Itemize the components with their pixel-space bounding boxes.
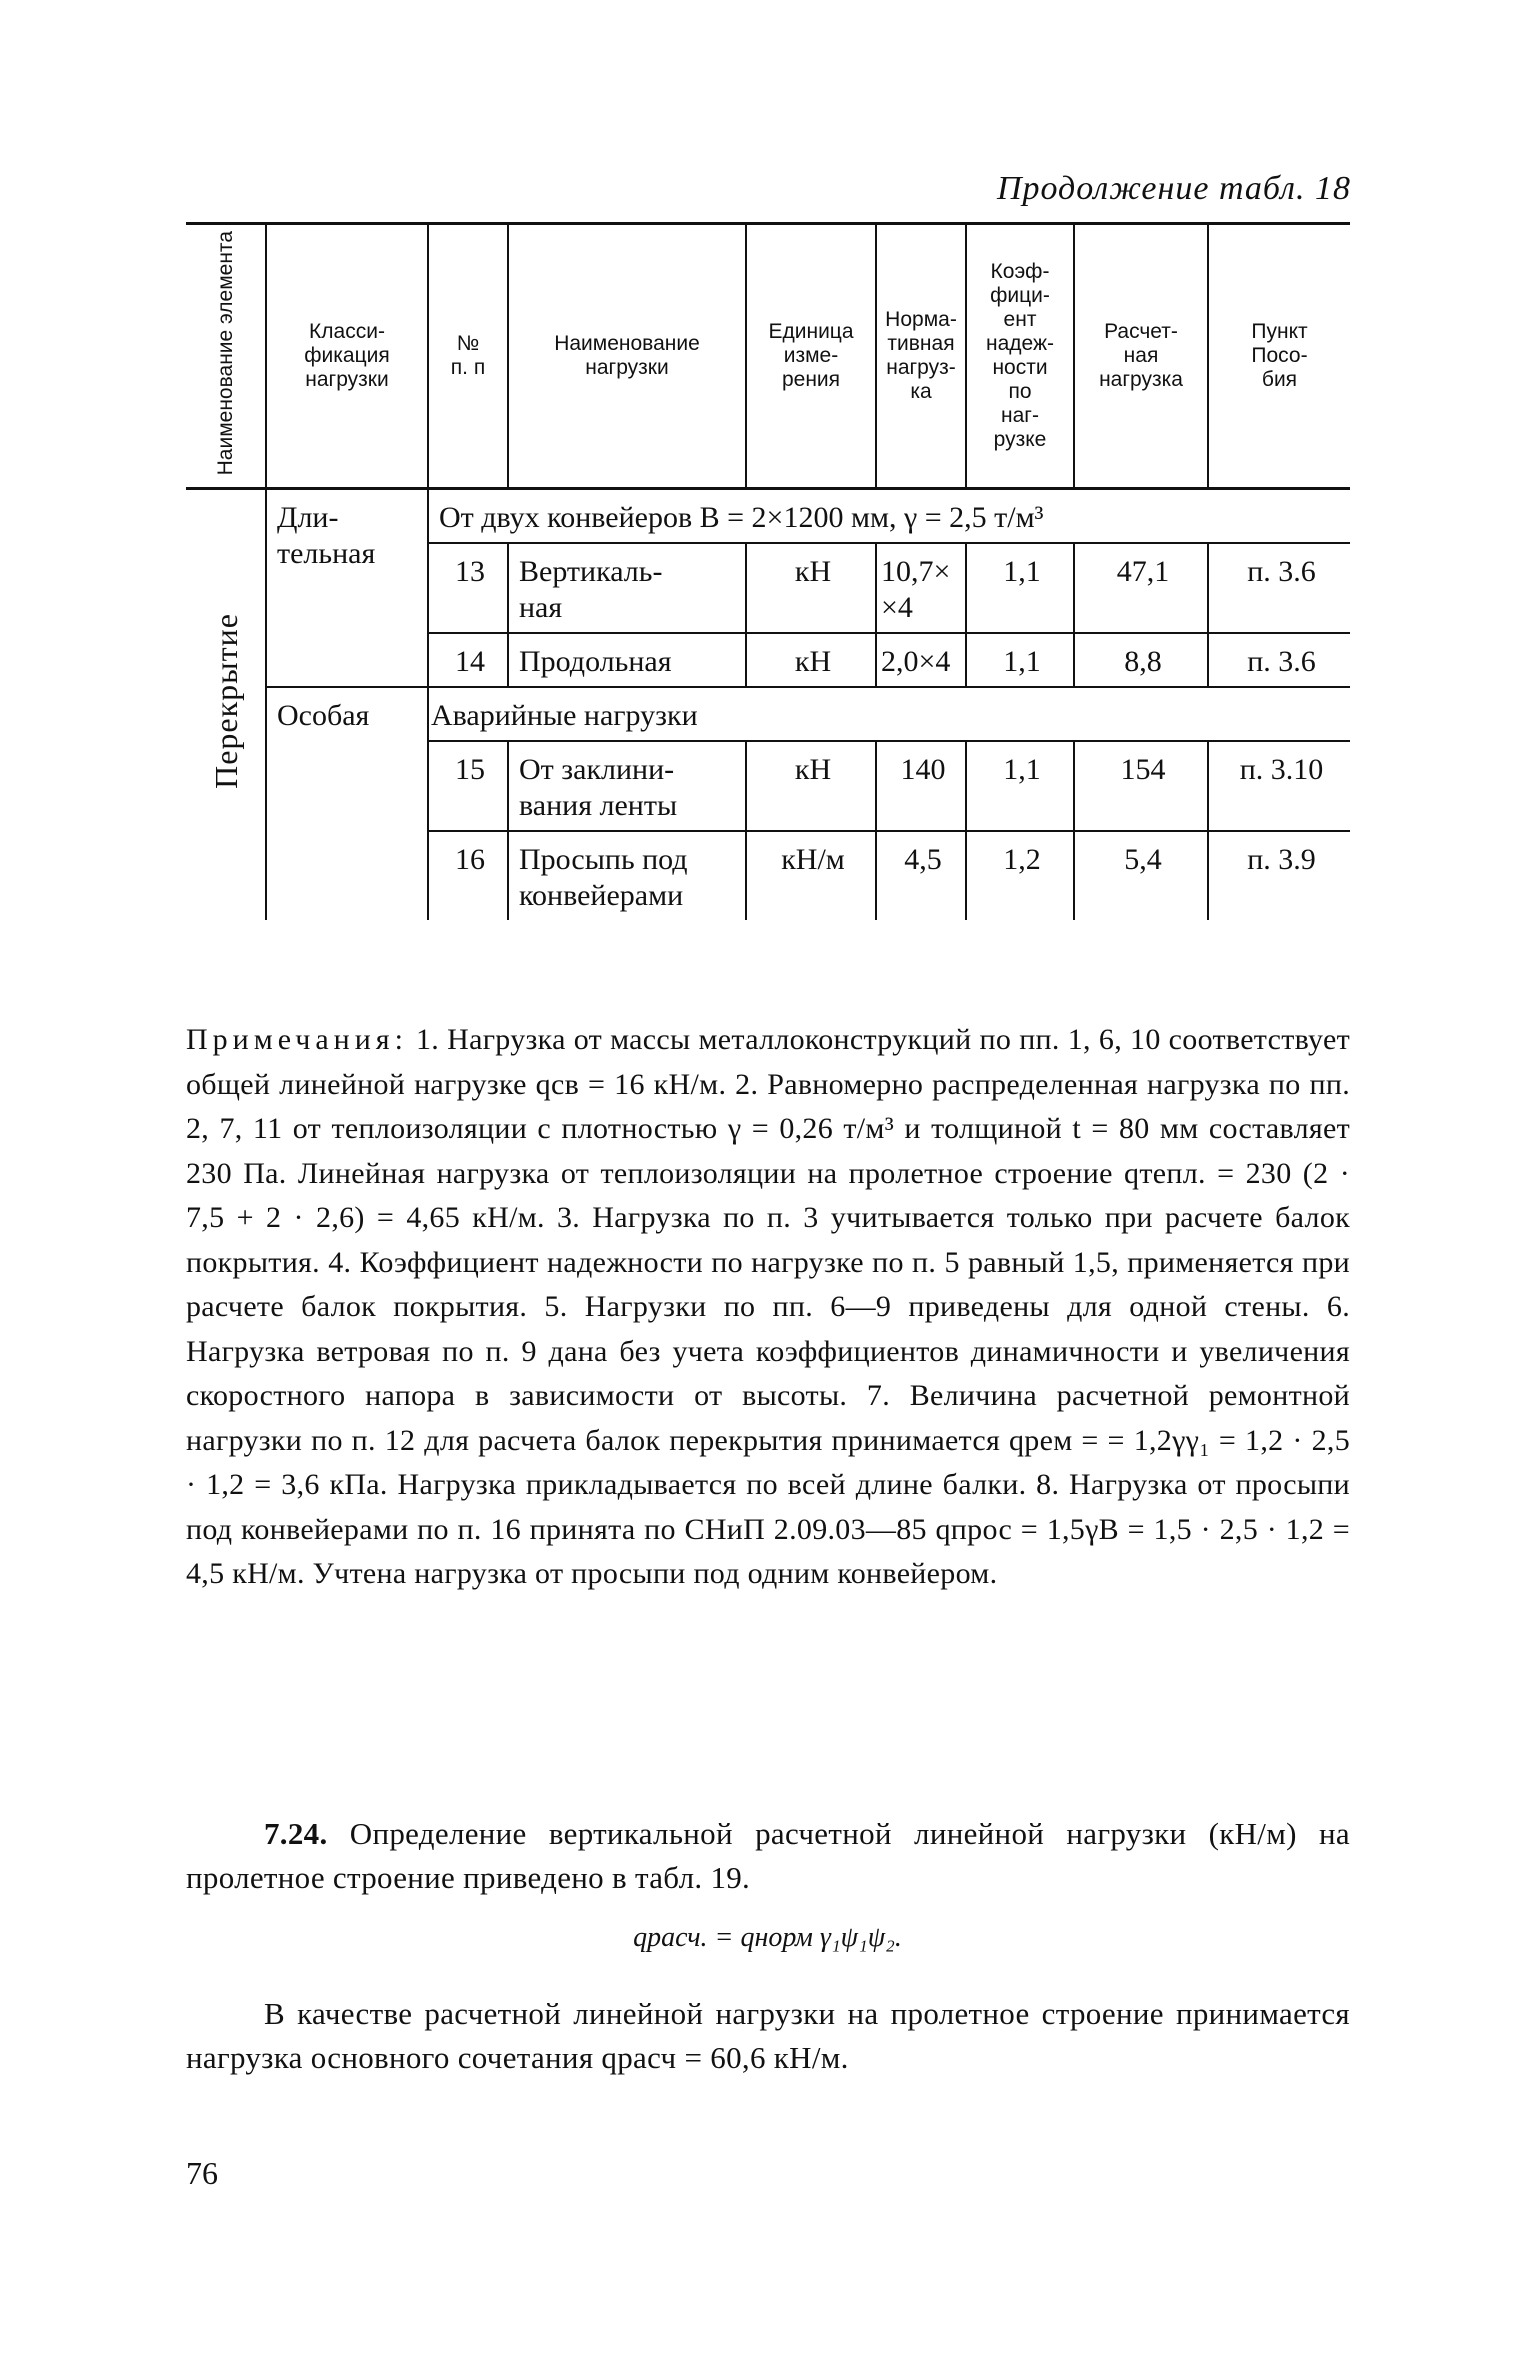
header-element: Наименование элемента	[186, 224, 266, 489]
header-reliability: Коэф- фици- ент надеж- ности по наг- рузке	[966, 224, 1074, 489]
row-design: 47,1	[1074, 543, 1208, 633]
notes-label: Примечания:	[186, 1023, 408, 1056]
row-normative: 140	[876, 741, 966, 831]
row-design: 8,8	[1074, 633, 1208, 687]
row-number: 15	[428, 741, 508, 831]
row-unit: кН	[746, 543, 876, 633]
header-row	[186, 224, 1350, 489]
row-clause: п. 3.10	[1208, 741, 1350, 831]
header-clause: Пункт Посо- бия	[1208, 224, 1350, 489]
header-number: № п. п	[428, 224, 508, 489]
design-load-formula: qрасч. = qнорм γ₁ψ₁ψ₂.	[633, 1922, 902, 1953]
row-reliability: 1,1	[966, 633, 1074, 687]
row-unit: кН/м	[746, 831, 876, 920]
row-load-name: Просыпь под конвейерами	[508, 831, 746, 920]
section-7-24	[186, 1812, 1350, 1900]
element-cell: Перекрытие	[186, 489, 266, 921]
header-design: Расчет- ная нагрузка	[1074, 224, 1208, 489]
row-number: 13	[428, 543, 508, 633]
notes-text: 1. Нагрузка от массы металлоконструкций по пп. 1, 6, 10 соответствует общей линейной нагрузке qсв = 16 кН/м. 2. Равномерно распределенная нагрузка по пп. 2, 7, 11 от теплоизоляции с плотностью γ = 0,26 т/м³ и толщиной t = 80 мм составляет 230 Па. Линейная нагрузка от теплоизоляции на пролетное строение qтепл. = 230 (2 · 7,5 + 2 · 2,6) = 4,65 кН/м. 3. Нагрузка по п. 3 учитывается только при расчете балок покрытия. 4. Коэффициент надежности по нагрузке по п. 5 равный 1,5, применяется при расчете балок покрытия. 5. Нагрузки по пп. 6—9 приведены для одной стены. 6. Нагрузка ветровая по п. 9 дана без учета коэффициентов динамичности и увеличения скоростного напора в зависимости от высоты. 7. Величина расчетной ремонтной нагрузки по п. 12 для расчета балок перекрытия принимается qрем = = 1,2γγ₁ = 1,2 · 2,5 · 1,2 = 3,6 кПа. Нагрузка прикладывается по всей длине балки. 8. Нагрузка от просыпи под конвейерами по п. 16 принята по СНиП 2.09.03—85 qпрос = 1,5γB = 1,5 · 2,5 · 1,2 = 4,5 кН/м. Учтена нагрузка от просыпи под одним конвейером.	[186, 1023, 1350, 1590]
row-clause: п. 3.6	[1208, 543, 1350, 633]
header-classification: Класси- фикация нагрузки	[266, 224, 428, 489]
row-reliability: 1,2	[966, 831, 1074, 920]
row-design: 154	[1074, 741, 1208, 831]
row-clause: п. 3.6	[1208, 633, 1350, 687]
conclusion-paragraph: В качестве расчетной линейной нагрузки на пролетное строение принимается нагрузка основного сочетания qрасч = 60,6 кН/м.	[186, 1996, 1350, 2075]
group-span-row	[186, 687, 1350, 741]
table-caption: Продолжение табл. 18	[996, 170, 1351, 207]
row-reliability: 1,1	[966, 741, 1074, 831]
group-span-row	[186, 489, 1350, 544]
row-load-name: От заклини- вания ленты	[508, 741, 746, 831]
table-notes	[186, 1018, 1350, 1597]
page-number: 76	[186, 2155, 218, 2191]
group-span-text: Аварийные нагрузки	[428, 687, 1350, 741]
row-load-name: Вертикаль- ная	[508, 543, 746, 633]
row-unit: кН	[746, 741, 876, 831]
header-load-name: Наименование нагрузки	[508, 224, 746, 489]
row-unit: кН	[746, 633, 876, 687]
row-normative: 2,0×4	[876, 633, 966, 687]
classification-cell: Дли- тельная	[266, 489, 428, 688]
row-design: 5,4	[1074, 831, 1208, 920]
row-normative: 10,7× ×4	[876, 543, 966, 633]
row-normative: 4,5	[876, 831, 966, 920]
row-reliability: 1,1	[966, 543, 1074, 633]
group-span-text: От двух конвейеров B = 2×1200 мм, γ = 2,5 т/м³	[428, 489, 1350, 544]
load-table	[186, 222, 1350, 920]
section-text: Определение вертикальной расчетной линейной нагрузки (кН/м) на пролетное строение приведено в табл. 19.	[186, 1816, 1350, 1895]
row-number: 14	[428, 633, 508, 687]
classification-cell: Особая	[266, 687, 428, 920]
header-unit: Единица изме- рения	[746, 224, 876, 489]
row-load-name: Продольная	[508, 633, 746, 687]
header-normative: Норма- тивная нагруз- ка	[876, 224, 966, 489]
section-number: 7.24.	[264, 1816, 328, 1851]
row-number: 16	[428, 831, 508, 920]
row-clause: п. 3.9	[1208, 831, 1350, 920]
